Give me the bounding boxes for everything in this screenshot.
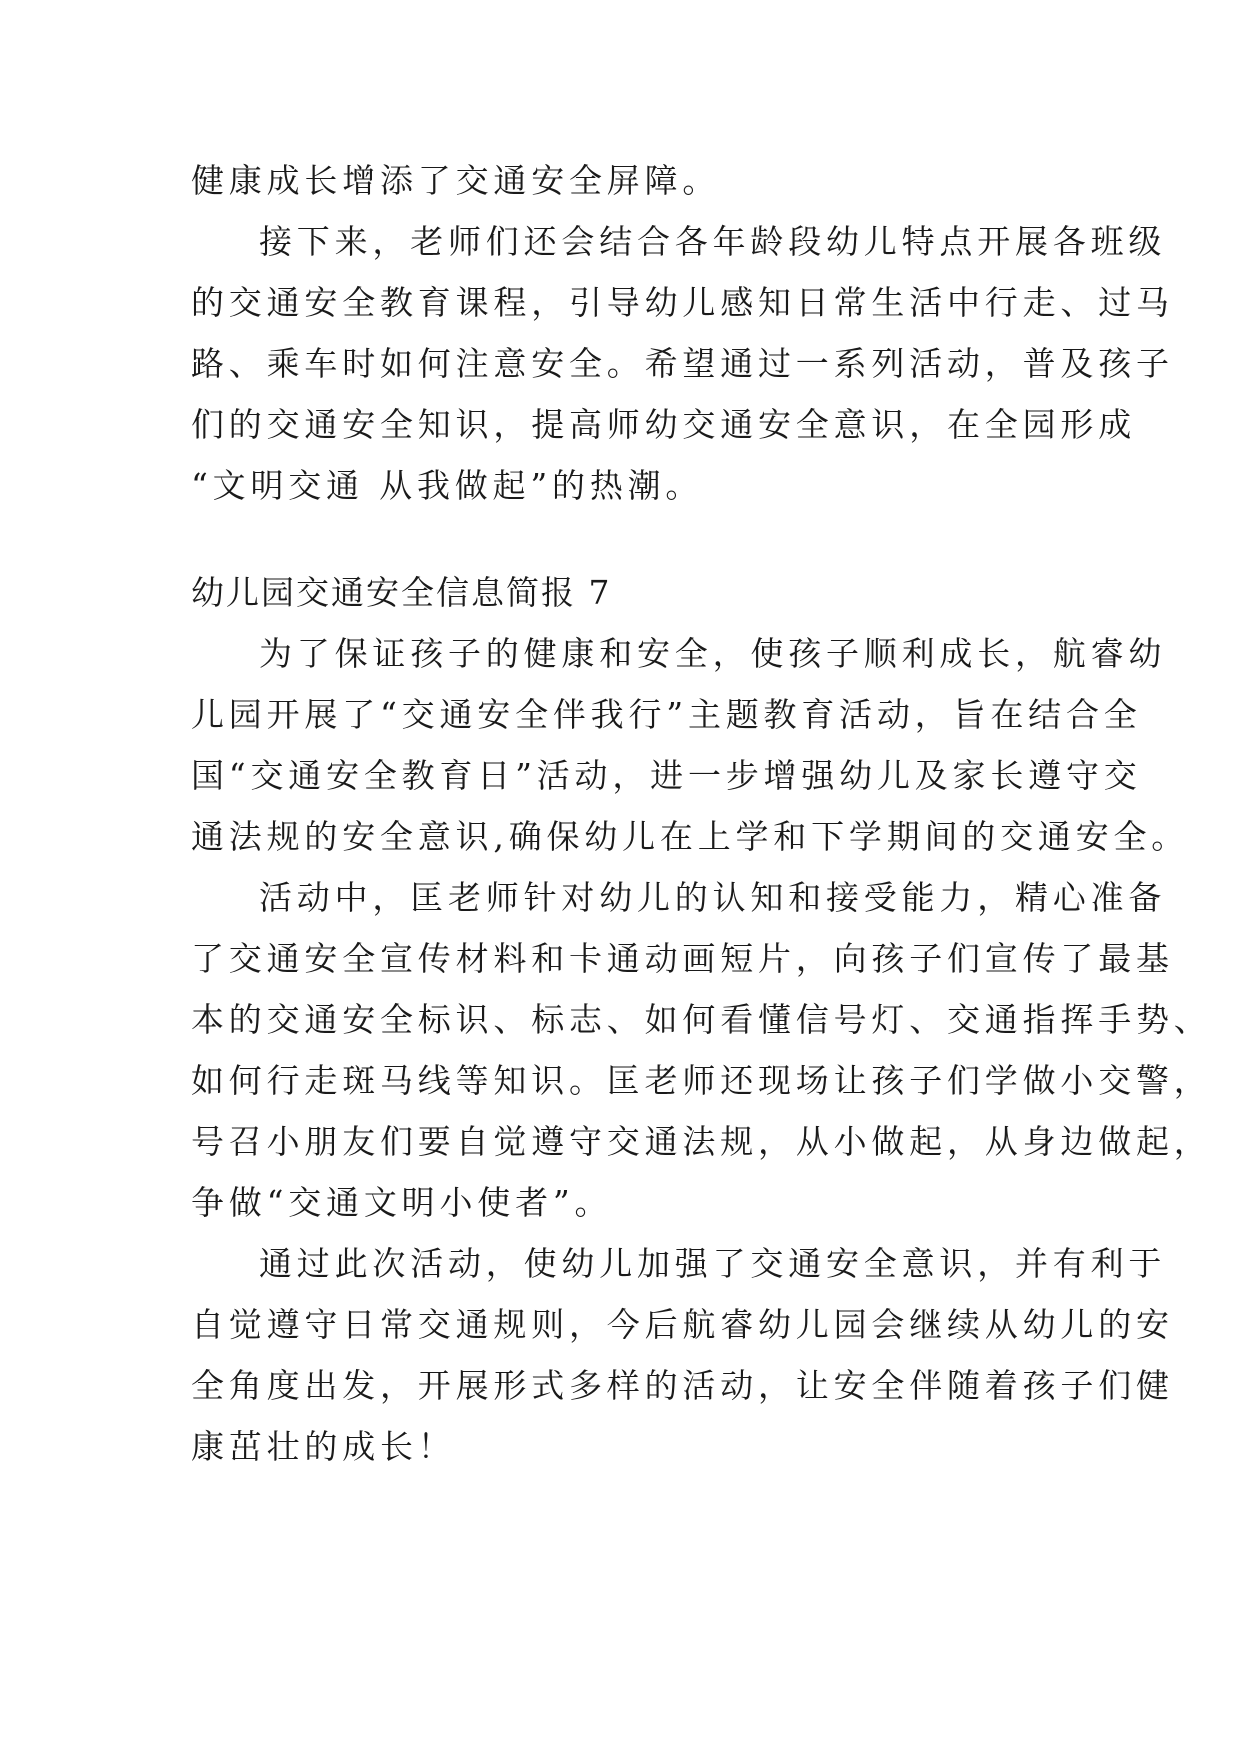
paragraph-line: 号召小朋友们要自觉遵守交通法规，从小做起，从身边做起， <box>191 1122 1212 1161</box>
paragraph-line: 了交通安全宣传材料和卡通动画短片，向孩子们宣传了最基 <box>191 939 1174 978</box>
paragraph-line: 为了保证孩子的健康和安全，使孩子顺利成长，航睿幼 <box>259 634 1167 673</box>
paragraph-line: 的交通安全教育课程，引导幼儿感知日常生活中行走、过马 <box>191 283 1174 322</box>
paragraph-line: 国“交通安全教育日”活动，进一步增强幼儿及家长遵守交 <box>191 756 1142 795</box>
paragraph-line: 全角度出发，开展形式多样的活动，让安全伴随着孩子们健 <box>191 1366 1174 1405</box>
paragraph-line: 儿园开展了“交通安全伴我行”主题教育活动，旨在结合全 <box>191 695 1142 734</box>
paragraph-line: 争做“交通文明小使者”。 <box>191 1183 613 1222</box>
paragraph-line: 活动中，匡老师针对幼儿的认知和接受能力，精心准备 <box>259 878 1167 917</box>
paragraph-line: 健康成长增添了交通安全屏障。 <box>191 161 721 200</box>
paragraph-line: 康茁壮的成长！ <box>191 1427 456 1466</box>
paragraph-line: 如何行走斑马线等知识。匡老师还现场让孩子们学做小交警， <box>191 1061 1212 1100</box>
paragraph-line: 路、乘车时如何注意安全。希望通过一系列活动，普及孩子 <box>191 344 1174 383</box>
text-section-1 <box>191 150 1174 516</box>
paragraph-line: 们的交通安全知识，提高师幼交通安全意识，在全园形成 <box>191 405 1136 444</box>
paragraph-line: 通过此次活动，使幼儿加强了交通安全意识，并有利于 <box>259 1244 1167 1283</box>
paragraph-line: 本的交通安全标识、标志、如何看懂信号灯、交通指挥手势、 <box>191 1000 1212 1039</box>
text-section-2 <box>191 562 1212 1477</box>
section-heading: 幼儿园交通安全信息简报 7 <box>191 573 612 612</box>
paragraph-line: 自觉遵守日常交通规则，今后航睿幼儿园会继续从幼儿的安 <box>191 1305 1174 1344</box>
paragraph-line: 通法规的安全意识,确保幼儿在上学和下学期间的交通安全。 <box>191 817 1190 856</box>
paragraph-line: 接下来，老师们还会结合各年龄段幼儿特点开展各班级 <box>259 222 1167 261</box>
paragraph-line: “文明交通 从我做起”的热潮。 <box>191 466 704 505</box>
